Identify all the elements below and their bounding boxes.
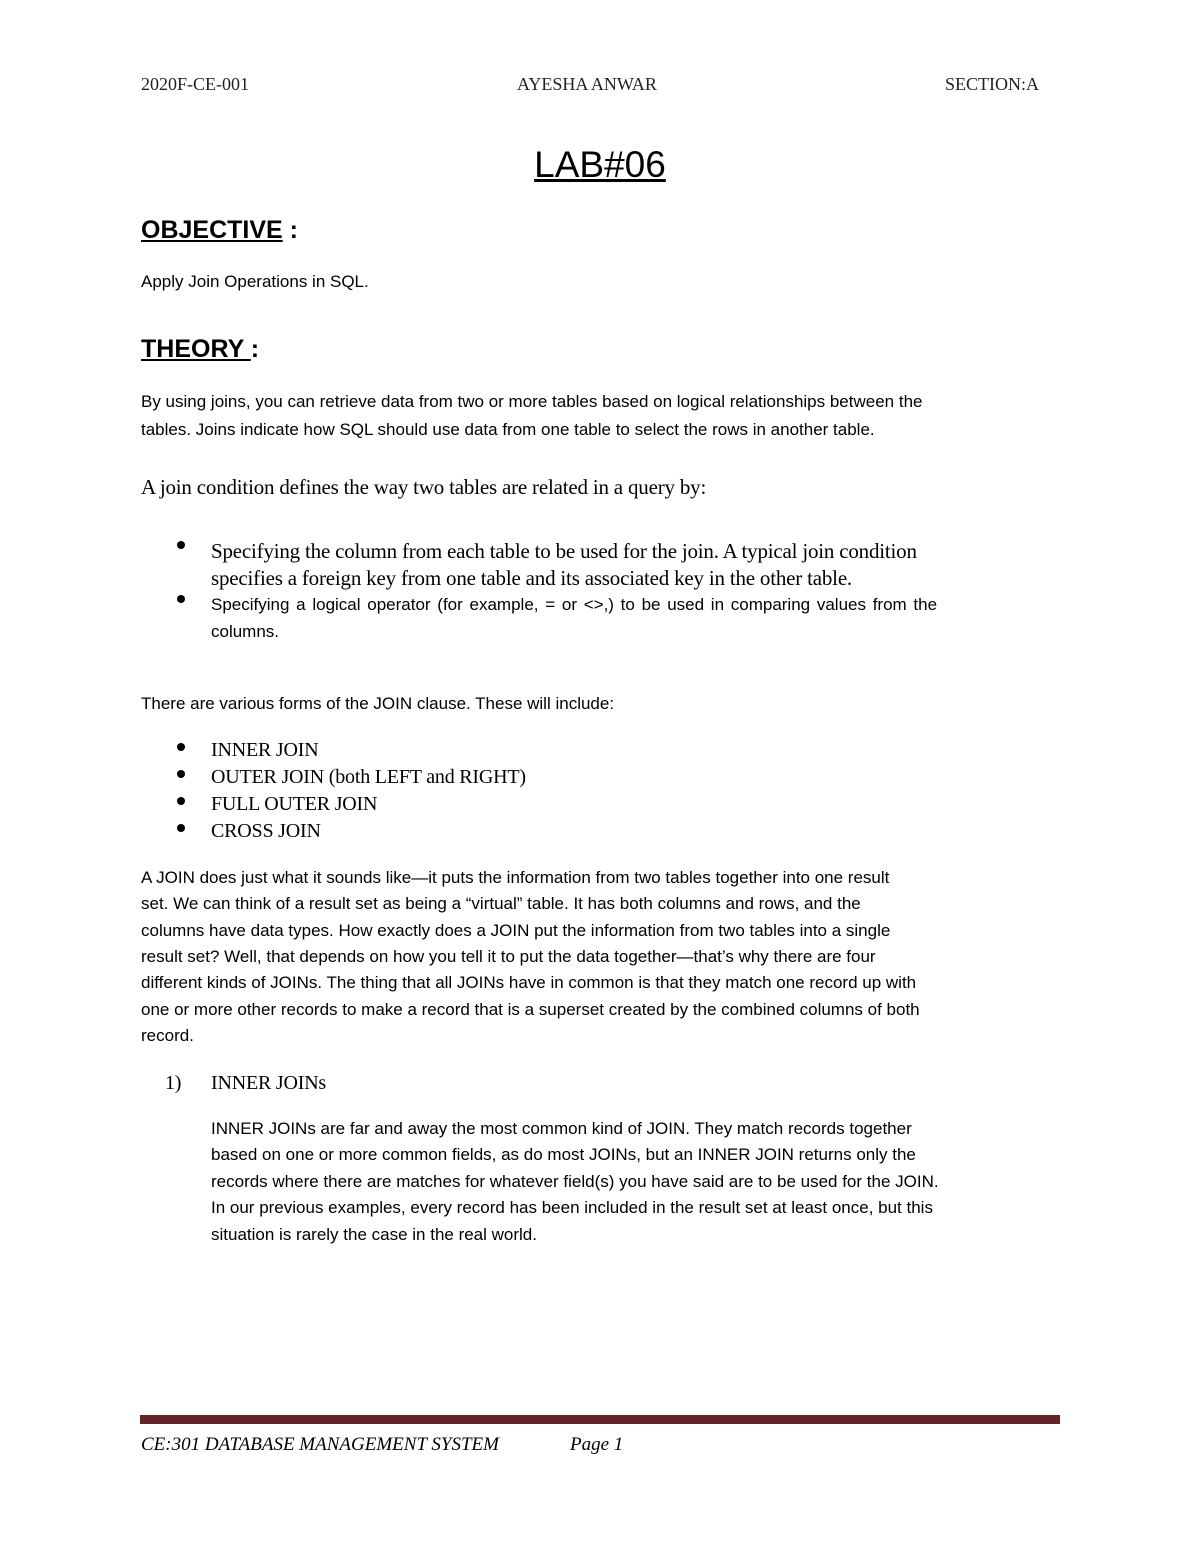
bullet-line: Specifying a logical operator (for example, = or <>,) to be used in comparing values from the	[211, 595, 938, 614]
theory-colon: :	[250, 335, 260, 363]
join-form-item: OUTER JOIN (both LEFT and RIGHT)	[211, 766, 526, 788]
bullet-icon	[177, 541, 185, 549]
inner-join-line: situation is rarely the case in the real world.	[211, 1225, 537, 1244]
bullet-line: specifies a foreign key from one table and its associated key in the other table.	[211, 566, 852, 590]
join-form-item: INNER JOIN	[211, 739, 319, 761]
bullet-line: Specifying the column from each table to be used for the join. A typical join condition	[211, 539, 917, 563]
theory-intro-line: tables. Joins indicate how SQL should use data from one table to select the rows in another table.	[141, 420, 875, 439]
join-paragraph-line: one or more other records to make a record that is a superset created by the combined columns of both	[141, 1000, 920, 1019]
join-form-item: FULL OUTER JOIN	[211, 793, 378, 815]
footer-page-number: Page 1	[570, 1434, 624, 1455]
bullet-line: columns.	[211, 622, 280, 641]
section-number: 1)	[165, 1072, 182, 1094]
inner-join-line: records where there are matches for whatever field(s) you have said are to be used for the JOIN.	[211, 1172, 939, 1191]
bullet-icon	[177, 595, 185, 603]
join-paragraph-line: result set? Well, that depends on how you tell it to put the data together—that’s why there are four	[141, 947, 876, 966]
bullet-icon	[177, 797, 185, 805]
objective-heading-text: OBJECTIVE	[141, 216, 283, 244]
join-form-item: CROSS JOIN	[211, 820, 321, 842]
bullet-icon	[177, 824, 185, 832]
bullet-icon	[177, 770, 185, 778]
objective-heading	[141, 213, 298, 247]
header-student-name: AYESHA ANWAR	[517, 74, 657, 94]
join-paragraph-line: A JOIN does just what it sounds like—it puts the information from two tables together into one result	[141, 868, 890, 887]
forms-intro: There are various forms of the JOIN clause. These will include:	[141, 694, 615, 713]
header-section: SECTION:A	[945, 74, 1039, 94]
inner-join-line: In our previous examples, every record has been included in the result set at least once, but this	[211, 1198, 933, 1217]
theory-heading	[141, 332, 259, 366]
objective-text: Apply Join Operations in SQL.	[141, 272, 369, 291]
footer-course: CE:301 DATABASE MANAGEMENT SYSTEM	[141, 1434, 499, 1455]
theory-heading-text: THEORY	[141, 335, 251, 363]
join-paragraph-line: different kinds of JOINs. The thing that all JOINs have in common is that they match one record up with	[141, 973, 917, 992]
inner-join-line: INNER JOINs are far and away the most common kind of JOIN. They match records together	[211, 1119, 912, 1138]
join-condition-text: A join condition defines the way two tables are related in a query by:	[141, 475, 707, 499]
join-paragraph-line: set. We can think of a result set as being a “virtual” table. It has both columns and rows, and the	[141, 894, 861, 913]
theory-intro-line: By using joins, you can retrieve data from two or more tables based on logical relationships between the	[141, 392, 923, 411]
footer-divider	[140, 1415, 1060, 1424]
bullet-icon	[177, 743, 185, 751]
header-roll-number: 2020F-CE-001	[141, 74, 249, 94]
section-title: INNER JOINs	[211, 1072, 327, 1094]
objective-colon: :	[282, 216, 298, 244]
page-title: LAB#06	[534, 144, 666, 185]
inner-join-line: based on one or more common fields, as do most JOINs, but an INNER JOIN returns only the	[211, 1145, 916, 1164]
join-paragraph-line: columns have data types. How exactly does a JOIN put the information from two tables into a single	[141, 921, 891, 940]
join-paragraph-line: record.	[141, 1026, 194, 1045]
